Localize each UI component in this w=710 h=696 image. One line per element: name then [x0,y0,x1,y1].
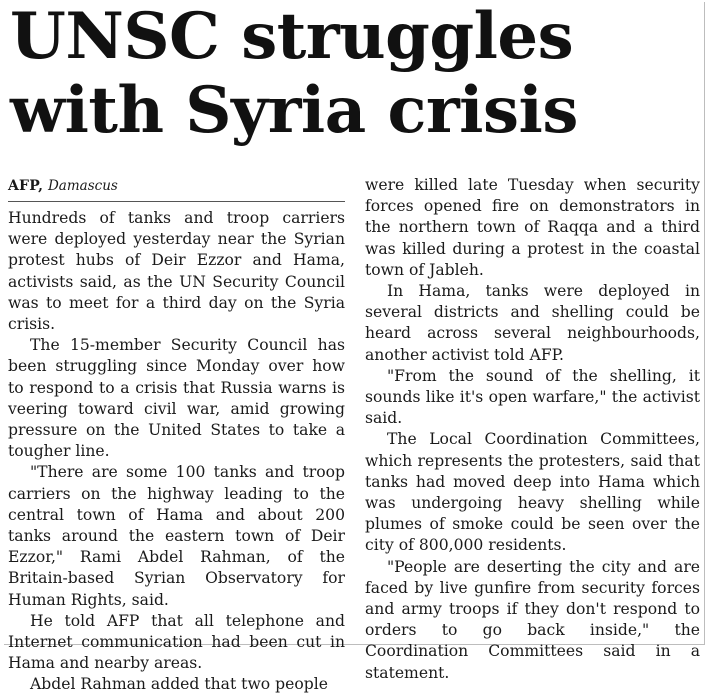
paragraph: "There are some 100 tanks and troop carriers on the highway leading to the central town of Hama and about 200 tanks around the eastern town of Deir Ezzor," Rami Abdel Rahman, of the Britain-based Syrian Observatory for Human Rights, said. [8,463,345,609]
paragraph: Hundreds of tanks and troop carriers were deployed yesterday near the Syrian protest hubs of Deir Ezzor and Hama, activists said, as the UN Security Council was to meet for a third day on the Syria crisis. [8,209,345,334]
paragraph: "People are deserting the city and are faced by live gunfire from security forces and army troops if they don't respond to orders to go back inside," the Coordination Committees said in a statement. [365,557,700,682]
paragraph: Abdel Rahman added that two people [30,675,328,694]
paragraph: "From the sound of the shelling, it sounds like it's open warfare," the activist said. [365,366,700,428]
paragraph: In Hama, tanks were deployed in several districts and shelling could be heard across several neighbourhoods, another activist told AFP. [365,282,700,364]
paragraph: were killed late Tuesday when security forces opened fire on demonstrators in the northern town of Raqqa and a third was killed during a protest in the coastal town of Jableh. [365,176,700,279]
article-column-left [8,175,345,696]
paragraph: The 15-member Security Council has been struggling since Monday over how to respond to a crisis that Russia warns is veering toward civil war, amid growing pressure on the United States to take a tougher line. [8,336,345,461]
byline-agency: AFP, [8,178,44,194]
byline [8,175,345,197]
paragraph: The Local Coordination Committees, which represents the protesters, said that tanks had moved deep into Hama which was undergoing heavy shelling while plumes of smoke could be seen over the city of 800,000 residents. [365,430,700,555]
byline-place: Damascus [47,178,118,194]
article-column-right [365,175,700,684]
headline: UNSC struggles with Syria crisis [10,0,578,148]
byline-rule [8,201,345,202]
paragraph: He told AFP that all telephone and Internet communication had been cut in Hama and nearby areas. [8,611,345,673]
